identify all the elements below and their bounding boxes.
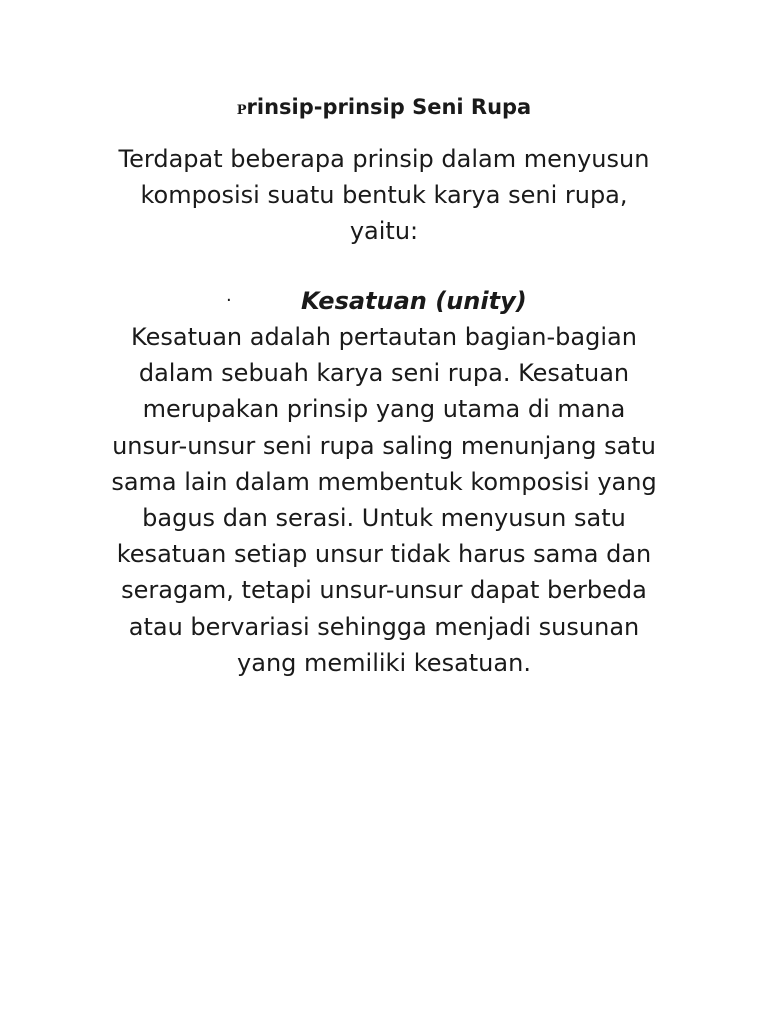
body-line: Kesatuan adalah pertautan bagian-bagian bbox=[131, 323, 637, 351]
section-body-paragraph bbox=[84, 319, 684, 681]
body-line: seragam, tetapi unsur-unsur dapat berbeda bbox=[121, 576, 647, 605]
section-heading-row bbox=[0, 283, 768, 319]
body-line: yang memiliki kesatuan. bbox=[237, 648, 531, 677]
body-line: kesatuan setiap unsur tidak harus sama dan bbox=[116, 540, 652, 569]
bullet-marker: · bbox=[226, 290, 232, 311]
body-line: merupakan prinsip yang utama di mana bbox=[142, 395, 626, 424]
intro-line: Terdapat beberapa prinsip dalam menyusun bbox=[118, 145, 650, 173]
page-title bbox=[0, 92, 768, 126]
body-line: atau bervariasi sehingga menjadi susunan bbox=[128, 612, 640, 641]
section-heading: Kesatuan (unity) bbox=[301, 287, 527, 315]
body-line: sama lain dalam membentuk komposisi yang bbox=[111, 467, 657, 496]
intro-paragraph bbox=[84, 141, 684, 249]
intro-line: komposisi suatu bentuk karya seni rupa, bbox=[140, 181, 628, 209]
title-first-letter: P bbox=[236, 103, 247, 118]
body-line: unsur-unsur seni rupa saling menunjang satu bbox=[112, 431, 656, 460]
title-text: rinsip-prinsip Seni Rupa bbox=[246, 95, 532, 119]
intro-line: yaitu: bbox=[349, 217, 419, 245]
body-line: dalam sebuah karya seni rupa. Kesatuan bbox=[138, 359, 630, 388]
body-line: bagus dan serasi. Untuk menyusun satu bbox=[142, 504, 626, 533]
